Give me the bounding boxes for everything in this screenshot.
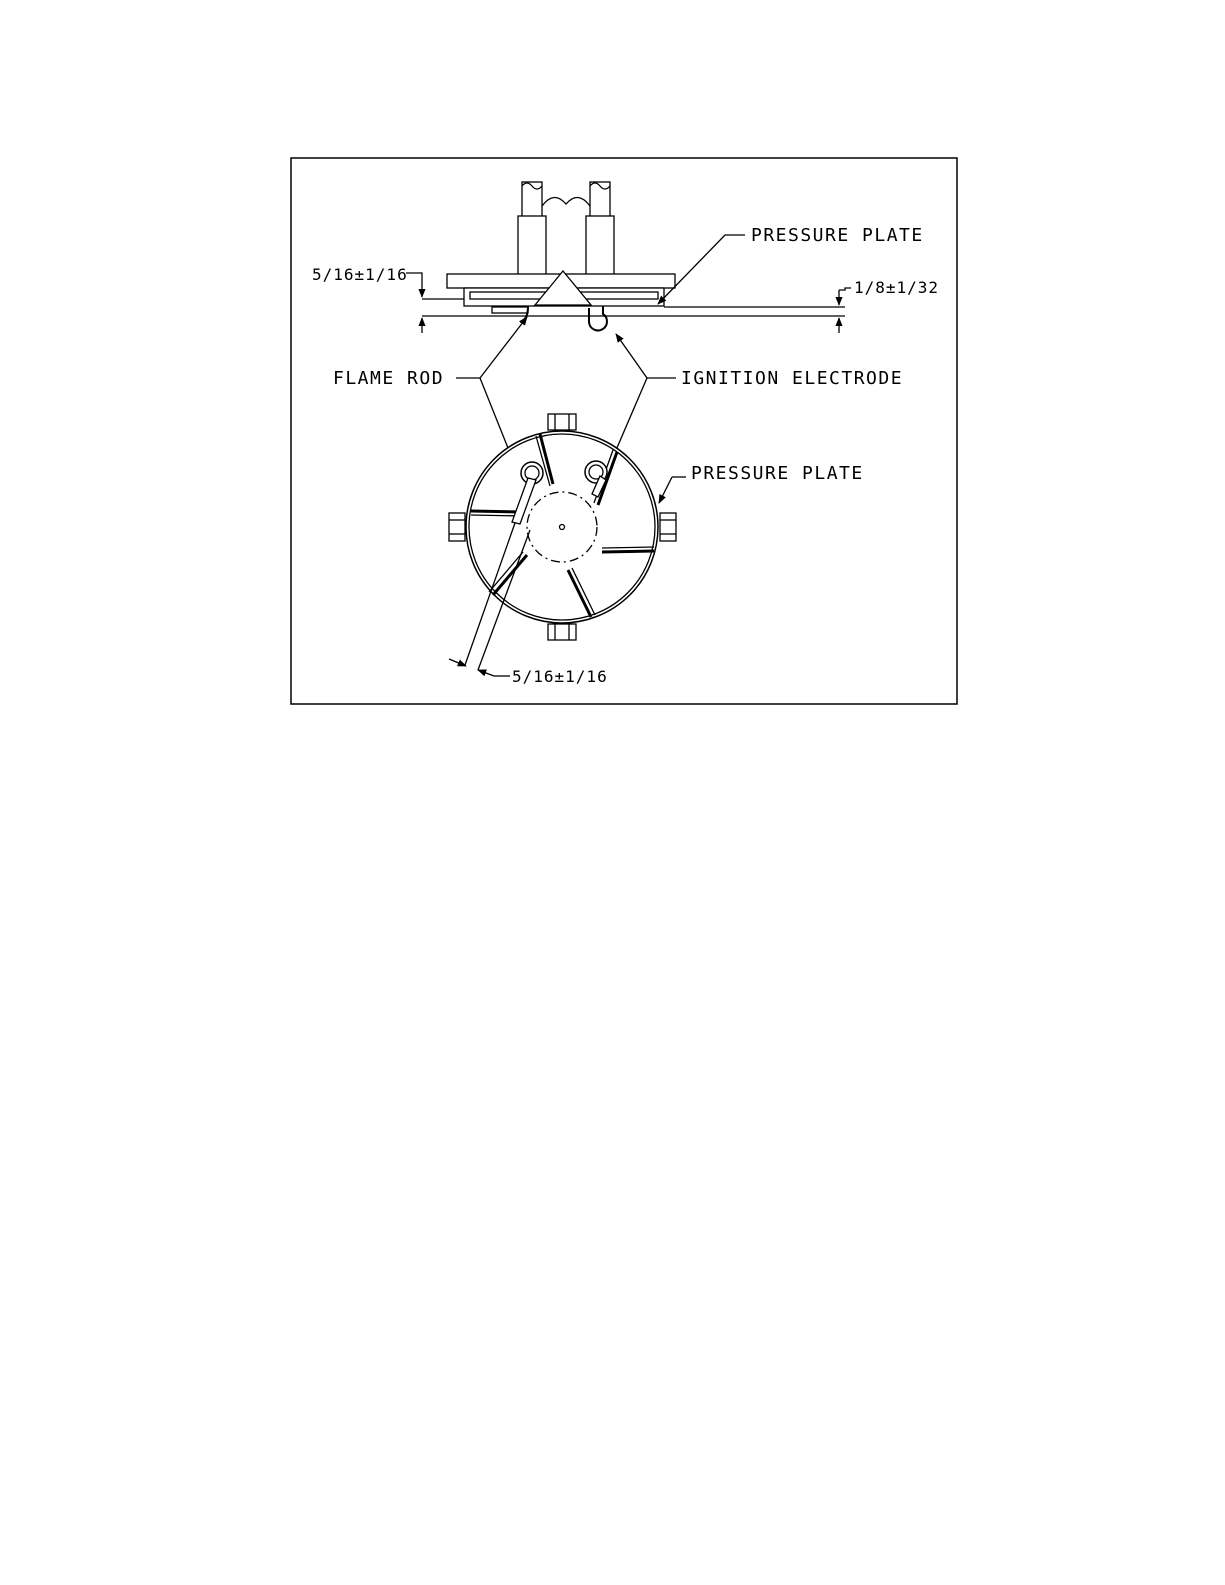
flame-rod-label: FLAME ROD xyxy=(333,368,445,389)
ignition-electrode-label: IGNITION ELECTRODE xyxy=(681,368,904,389)
pressure-plate-top-label: PRESSURE PLATE xyxy=(751,225,924,246)
dim-right-top-label: 1/8±1/32 xyxy=(854,278,940,297)
side-view xyxy=(422,182,845,333)
dim-left-top-label: 5/16±1/16 xyxy=(312,265,408,284)
pressure-plate-bottom-label: PRESSURE PLATE xyxy=(691,463,864,484)
dim-bottom-label: 5/16±1/16 xyxy=(512,667,608,686)
plan-view xyxy=(449,414,676,676)
